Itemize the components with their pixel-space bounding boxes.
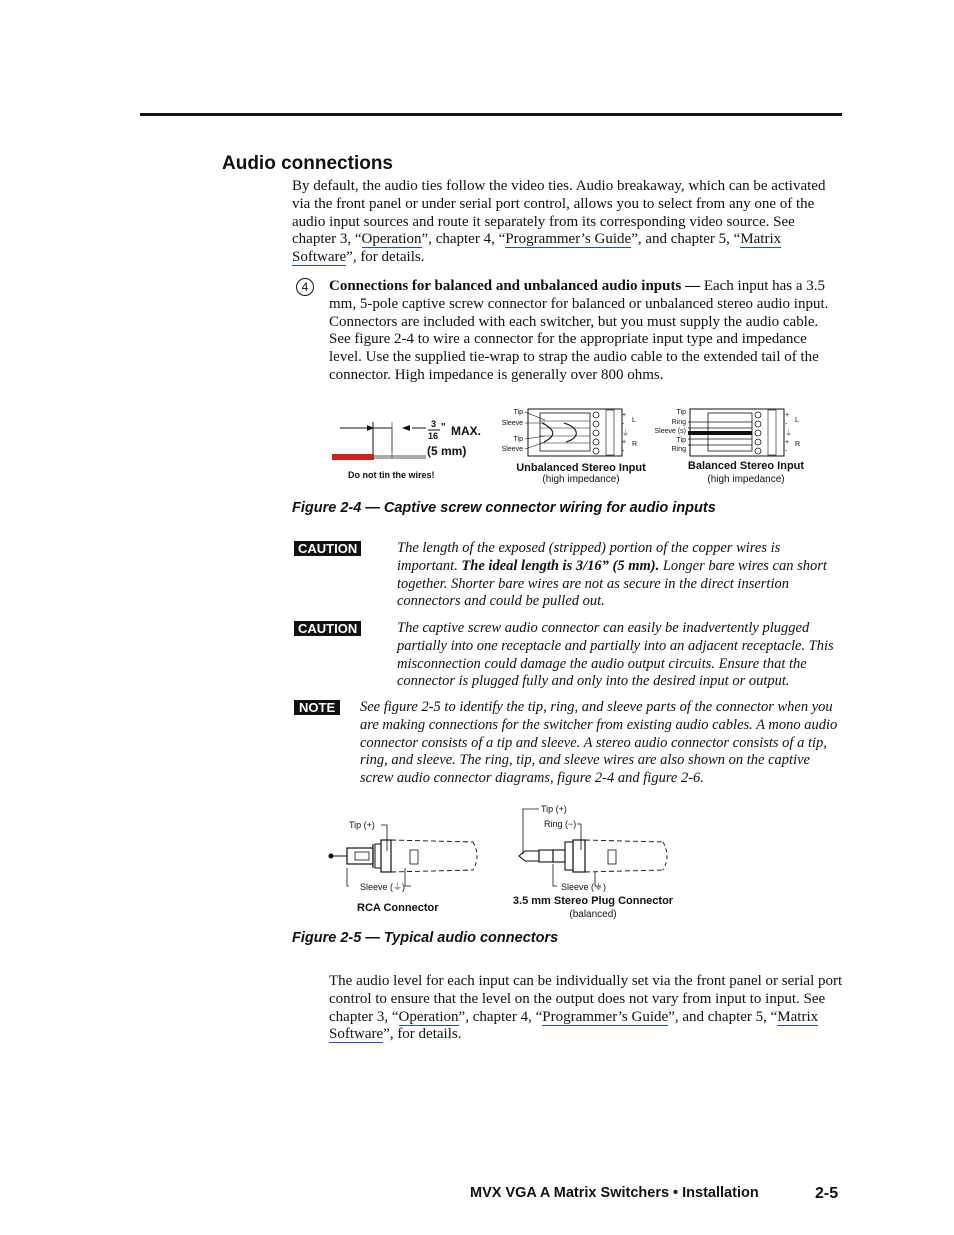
item-number-badge: 4 xyxy=(296,278,314,296)
svg-text:Tip: Tip xyxy=(676,437,686,444)
figure-2-5-caption: Figure 2-5 — Typical audio connectors xyxy=(292,930,559,946)
rca-tip-label: Tip (+) xyxy=(349,820,375,830)
stereo-tip-label: Tip (+) xyxy=(541,804,567,814)
link-matrix-software-2[interactable]: Matrix Software xyxy=(329,1008,819,1043)
bal-chan-r: R xyxy=(795,441,801,448)
bal-sub: (high impedance) xyxy=(707,474,785,485)
caution-2-text: The captive screw audio connector can easily be inadvertently plugged partially into one receptacle and partially into an adjacent receptacle. This misconnection could damage the audio output circuits. Ensure that the connector is plugged fully and only into the desired input or output. xyxy=(397,620,834,690)
header-rule xyxy=(140,113,842,116)
figure-2-4-caption: Figure 2-4 — Captive screw connector wiring for audio inputs xyxy=(292,500,716,516)
figure-2-5-diagram xyxy=(325,800,695,922)
bal-title: Balanced Stereo Input xyxy=(687,460,805,472)
link-operation[interactable]: Operation xyxy=(361,231,422,248)
svg-text:-: - xyxy=(785,421,788,428)
bal-chan-l: L xyxy=(795,417,799,424)
section-heading: Audio connections xyxy=(222,153,393,174)
note-text: See figure 2-5 to identify the tip, ring, and sleeve parts of the connector when you are making connections for the switcher from existing audio cables. A mono audio connector consists of a tip and sleeve. A stereo audio connector consists of a tip, ring, and sleeve. The ring, tip, and sleeve wires are also shown on the captive screw audio connector diagrams, figure 2-4 and figure 2-6. xyxy=(360,699,838,787)
strip-quote-mark: " xyxy=(441,422,446,433)
caution-badge-2: CAUTION xyxy=(294,621,361,636)
rca-connector-illustration xyxy=(329,820,478,892)
strip-mm: (5 mm) xyxy=(427,444,467,458)
balanced-connector xyxy=(654,409,800,456)
svg-text:Tip: Tip xyxy=(676,409,686,416)
strip-max: MAX. xyxy=(451,424,481,438)
unbal-chan-l: L xyxy=(632,417,636,424)
svg-text:⏚: ⏚ xyxy=(785,430,792,437)
link-programmers-guide[interactable]: Programmer’s Guide xyxy=(505,231,632,248)
level-paragraph: The audio level for each input can be individually set via the front panel or serial port control to ensure that the level on the output does not vary from input to input. See chapter 3, “Operation”, chapter 4, “Programmer’s Guide”, and chapter 5, “Matrix Software”, for details. xyxy=(329,973,843,1043)
stereo-title: 3.5 mm Stereo Plug Connector xyxy=(512,895,674,907)
rca-sleeve-label: Sleeve (⏚) xyxy=(360,882,406,892)
svg-text:⏚: ⏚ xyxy=(622,430,629,437)
link-programmers-guide-2[interactable]: Programmer’s Guide xyxy=(542,1008,669,1025)
rca-title: RCA Connector xyxy=(357,902,439,914)
stereo-plug-illustration xyxy=(519,804,667,892)
caution-1-text: The length of the exposed (stripped) portion of the copper wires is important. The ideal length is 3/16” (5 mm). Longer bare wires can short together. Shorter bare wires are not as secure in the direct insertion connectors and could be pulled out. xyxy=(397,540,827,610)
svg-text:Sleeve (s): Sleeve (s) xyxy=(654,428,686,435)
strip-fraction-den: 16 xyxy=(428,431,439,441)
no-tin-warning: Do not tin the wires! xyxy=(348,470,435,480)
svg-text:Ring: Ring xyxy=(671,419,686,426)
unbalanced-connector xyxy=(502,409,637,456)
svg-text:-: - xyxy=(622,421,625,428)
caution-badge-1: CAUTION xyxy=(294,541,361,556)
svg-text:+: + xyxy=(785,439,790,446)
svg-text:+: + xyxy=(622,412,627,419)
unbal-sub: (high impedance) xyxy=(542,474,620,485)
page-number: 2-5 xyxy=(815,1185,839,1202)
svg-text:+: + xyxy=(622,439,627,446)
svg-text:Tip: Tip xyxy=(513,436,523,443)
svg-text:-: - xyxy=(622,448,625,455)
figure-2-4-diagram xyxy=(330,400,820,492)
stereo-sleeve-label: Sleeve (⏚) xyxy=(561,882,607,892)
svg-text:+: + xyxy=(785,412,790,419)
svg-text:Ring: Ring xyxy=(671,446,686,453)
link-operation-2[interactable]: Operation xyxy=(398,1008,459,1025)
note-badge: NOTE xyxy=(294,700,340,715)
svg-text:Sleeve: Sleeve xyxy=(501,446,523,453)
svg-text:-: - xyxy=(785,448,788,455)
unbal-chan-r: R xyxy=(632,441,638,448)
svg-text:Tip: Tip xyxy=(513,409,523,416)
stereo-sub: (balanced) xyxy=(569,909,617,920)
stripped-wire-illustration xyxy=(332,422,426,460)
link-matrix-software[interactable]: Matrix Software xyxy=(292,231,782,266)
strip-fraction-num: 3 xyxy=(431,419,437,429)
intro-paragraph: By default, the audio ties follow the video ties. Audio breakaway, which can be activated via the front panel or under serial port control, allows you to select from any one of the audio input sources and route it separately from its corresponding video source. See chapter 3, “Operation”, chapter 4, “Programmer’s Guide”, and chapter 5, “Matrix Software”, for details. xyxy=(292,178,826,266)
svg-text:Sleeve: Sleeve xyxy=(501,420,523,427)
footer-title: MVX VGA A Matrix Switchers • Installation xyxy=(470,1185,759,1201)
stereo-ring-label: Ring (−) xyxy=(544,819,577,829)
unbal-title: Unbalanced Stereo Input xyxy=(516,462,646,474)
item4-paragraph: Connections for balanced and unbalanced audio inputs — Each input has a 3.5 mm, 5-pole captive screw connector for balanced or unbalanced stereo audio input. Connectors are included with each switcher, but you must supply the audio cable. See figure 2-4 to wire a connector for the appropriate input type and impedance level. Use the supplied tie-wrap to strap the audio cable to the extended tail of the connector. High impedance is generally over 800 ohms. xyxy=(329,278,829,383)
